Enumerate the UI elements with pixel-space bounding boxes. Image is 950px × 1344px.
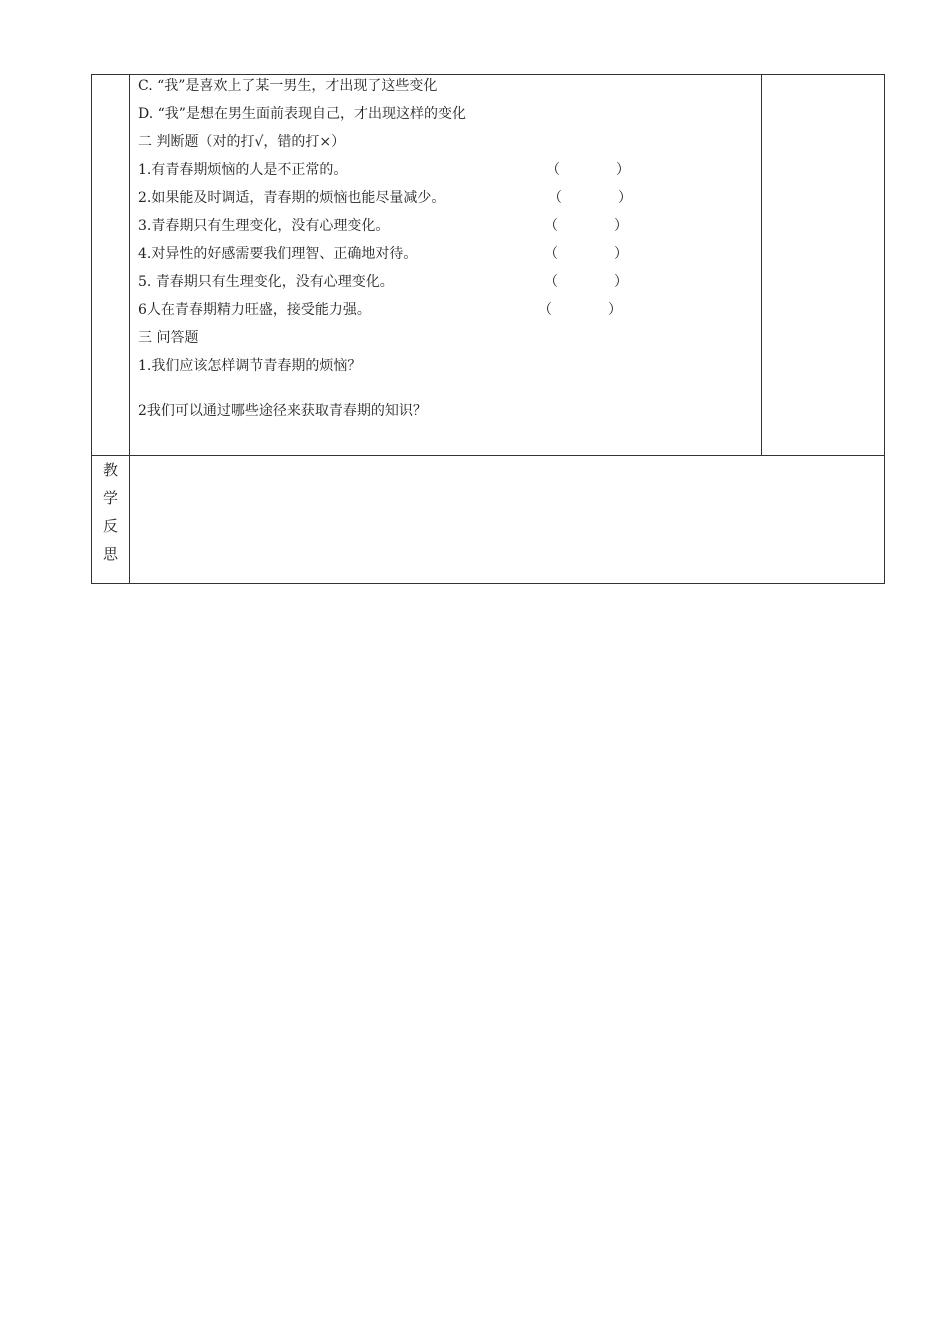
- answer-blank: （ ）: [544, 218, 628, 234]
- judge-item-2: 2.如果能及时调适，青春期的烦恼也能尽量减少。 （ ）: [138, 190, 632, 206]
- answer-blank: （ ）: [546, 162, 630, 178]
- reflection-row: [92, 455, 885, 583]
- qa-heading: 三 问答题: [138, 330, 199, 346]
- answer-blank: （ ）: [548, 190, 632, 206]
- answer-blank: （ ）: [538, 302, 622, 318]
- judge-heading: 二 判断题（对的打√，错的打×）: [138, 134, 346, 150]
- judge-item-5: 5. 青春期只有生理变化，没有心理变化。 （ ）: [138, 274, 628, 290]
- answer-blank: （ ）: [544, 274, 628, 290]
- qa-item-2: 2我们可以通过哪些途径来获取青春期的知识？: [138, 403, 427, 419]
- exercise-content-cell: [130, 75, 762, 456]
- lesson-plan-table: [91, 74, 885, 584]
- judge-item-1: 1.有青春期烦恼的人是不正常的。 （ ）: [138, 162, 630, 178]
- option-d: D. “我”是想在男生面前表现自己，才出现这样的变化: [138, 106, 466, 122]
- exercise-row: [92, 75, 885, 456]
- option-c: C. “我”是喜欢上了某一男生，才出现了这些变化: [138, 78, 438, 94]
- reflection-label: 教 学 反 思: [92, 455, 130, 583]
- reflection-content-cell: [130, 455, 885, 583]
- judge-item-6: 6人在青春期精力旺盛，接受能力强。 （ ）: [138, 302, 622, 318]
- qa-item-1: 1.我们应该怎样调节青春期的烦恼？: [138, 358, 362, 374]
- left-label-cell: [92, 75, 130, 456]
- right-notes-cell: [762, 75, 885, 456]
- judge-item-4: 4.对异性的好感需要我们理智、正确地对待。 （ ）: [138, 246, 628, 262]
- judge-item-3: 3.青春期只有生理变化，没有心理变化。 （ ）: [138, 218, 628, 234]
- answer-blank: （ ）: [544, 246, 628, 262]
